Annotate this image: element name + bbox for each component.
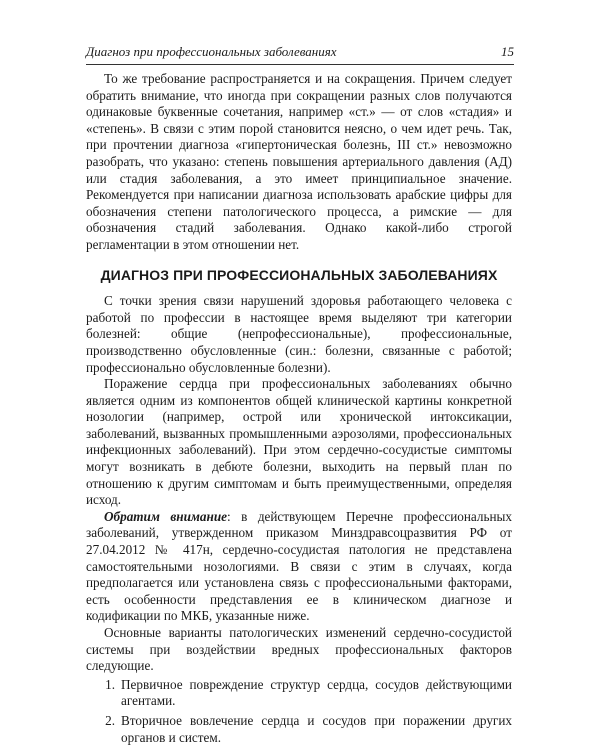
list-item-number: 1. [105, 676, 115, 692]
list-item-text: Вторичное вовлечение сердца и сосудов при поражении других органов и систем. [121, 712, 512, 745]
running-header [86, 44, 514, 60]
section-paragraph-4: Основные варианты патологических изменений сердечно-сосудистой системы при воздействии вредных профессиональных факторов следующие. [86, 625, 512, 674]
section-paragraph-2: Поражение сердца при профессиональных заболеваниях обычно является одним из компонентов общей клинической картины конкретной нозологии (например, острой или хронической интоксикации, заболеваний, вызванных промышленными аэрозолями, профессиональных инфекционных заболеваний). При этом сердечно-сосудистые симптомы могут возникать в дебюте болезни, выходить на первый план по отношению к другим симптомам и быть преимущественными, определяя исход. [86, 376, 512, 508]
list-item-text: Первичное повреждение структур сердца, сосудов действующими агентами. [121, 676, 512, 709]
list-item-number: 2. [105, 712, 115, 728]
list-item [86, 677, 512, 710]
page-content [86, 71, 512, 749]
attention-paragraph [86, 509, 512, 625]
intro-paragraph: То же требование распространяется и на сокращения. Причем следует обратить внимание, что иногда при сокращении разных слов получаются одинаковые буквенные сочетания, например «ст.» — от слов «стадия» и «степень». В связи с этим порой становится неясно, о чем идет речь. Так, при прочтении диагноза «гипертоническая болезнь, III ст.» невозможно разобрать, что указано: степень повышения артериального давления (АД) или стадия заболевания, а это имеет принципиальное значение. Рекомендуется при написании диагноза использовать арабские цифры для обозначения степени патологического процесса, а римские — для обозначения стадий заболевания. Однако какой-либо строгой регламентации в этом отношении нет. [86, 71, 512, 252]
attention-text: : в действующем Перечне профессиональных заболеваний, утвержденном приказом Минздравсоцразвития РФ от 27.04.2012 № 417н, сердечно-сосудистая патология не представлена самостоятельными нозологиями. В связи с этим в случаях, когда предполагается или установлена связь с профессиональными факторами, есть особенности представления ее в клиническом диагнозе и кодификации по МКБ, указанные ниже. [86, 508, 512, 624]
list-item [86, 713, 512, 746]
section-paragraph-1: С точки зрения связи нарушений здоровья работающего человека с работой по профессии в настоящее время выделяют три категории болезней: общие (непрофессиональные), профессиональные, производственно обусловленные (син.: болезни, связанные с работой; профессионально обусловленные болезни). [86, 293, 512, 375]
header-divider [86, 64, 514, 65]
variants-list [86, 677, 512, 746]
page-number: 15 [501, 44, 514, 59]
section-title: ДИАГНОЗ ПРИ ПРОФЕССИОНАЛЬНЫХ ЗАБОЛЕВАНИЯХ [100, 266, 498, 283]
running-title: Диагноз при профессиональных заболеваниях [86, 44, 337, 59]
attention-label: Обратим внимание [104, 508, 228, 524]
